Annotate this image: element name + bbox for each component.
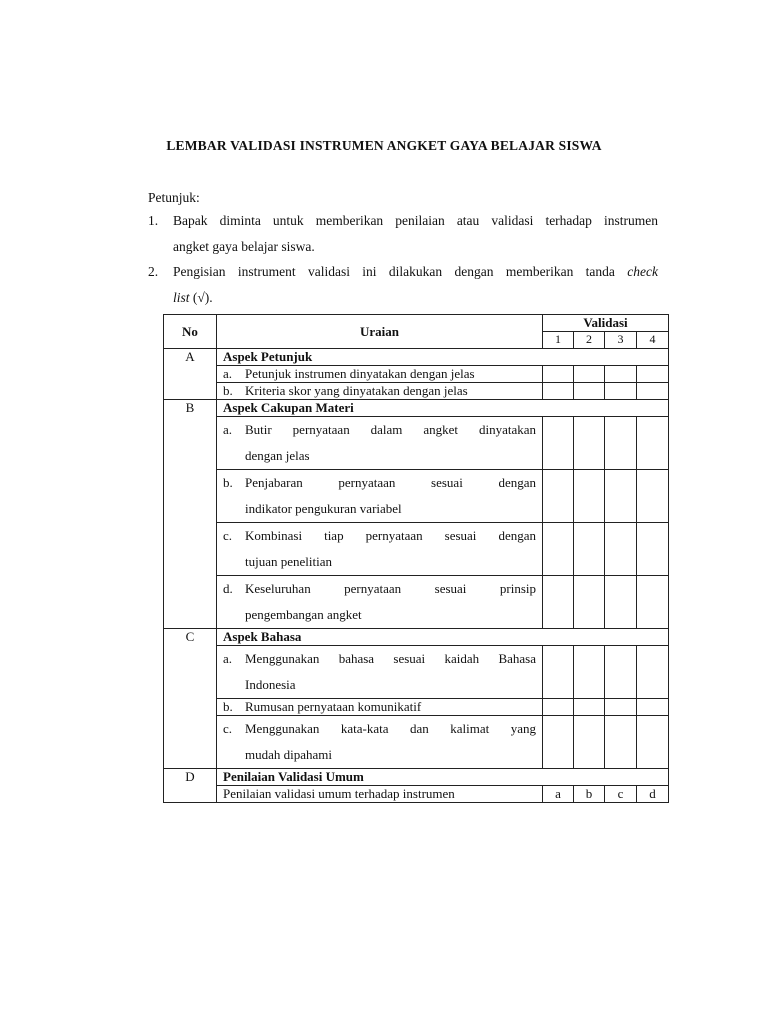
instruction-1 (148, 208, 658, 260)
score-cell[interactable] (637, 417, 669, 470)
section-title: Aspek Cakupan Materi (217, 400, 669, 417)
score-cell[interactable] (543, 716, 574, 769)
header-score-4: 4 (637, 332, 669, 349)
table-row (164, 786, 669, 803)
score-cell[interactable] (543, 576, 574, 629)
score-cell[interactable] (637, 366, 669, 383)
item-letter: a. (223, 422, 233, 437)
item-text-line1: Butir pernyataan dalam angket dinyatakan (245, 422, 536, 437)
item-text: Petunjuk instrumen dinyatakan dengan jelas (245, 366, 475, 381)
score-cell[interactable] (637, 383, 669, 400)
score-cell[interactable] (574, 366, 605, 383)
score-cell[interactable] (637, 699, 669, 716)
option-d-cell[interactable]: d (637, 786, 669, 803)
item-text-line2: pengembangan angket (245, 607, 362, 622)
score-cell[interactable] (637, 646, 669, 699)
item-text-line2: mudah dipahami (245, 747, 333, 762)
instruction-text-line2 (173, 285, 658, 311)
item-text-line2: Indonesia (245, 677, 296, 692)
section-title: Aspek Petunjuk (217, 349, 669, 366)
score-cell[interactable] (605, 699, 637, 716)
score-cell[interactable] (605, 523, 637, 576)
item-letter: a. (223, 366, 233, 381)
header-score-2: 2 (574, 332, 605, 349)
score-cell[interactable] (574, 470, 605, 523)
item-text-line1: Kombinasi tiap pernyataan sesuai dengan (245, 528, 536, 543)
score-cell[interactable] (605, 716, 637, 769)
score-cell[interactable] (543, 417, 574, 470)
item-letter: a. (223, 651, 233, 666)
item-letter: b. (223, 475, 233, 490)
table-row (164, 470, 669, 523)
instruction-text-line2: angket gaya belajar siswa. (173, 239, 315, 254)
option-a-cell[interactable]: a (543, 786, 574, 803)
section-title: Penilaian Validasi Umum (217, 769, 669, 786)
section-title: Aspek Bahasa (217, 629, 669, 646)
instruction-text: (√). (189, 290, 213, 305)
instruction-2 (148, 259, 658, 311)
instruction-italic: check (627, 264, 658, 279)
score-cell[interactable] (574, 523, 605, 576)
table-row (164, 523, 669, 576)
score-cell[interactable] (637, 470, 669, 523)
option-c-cell[interactable]: c (605, 786, 637, 803)
item-letter: b. (223, 699, 233, 714)
score-cell[interactable] (605, 576, 637, 629)
section-no: C (164, 629, 217, 769)
header-validasi: Validasi (543, 315, 669, 332)
table-row (164, 646, 669, 699)
score-cell[interactable] (543, 646, 574, 699)
section-no: A (164, 349, 217, 400)
score-cell[interactable] (605, 366, 637, 383)
petunjuk-label: Petunjuk: (148, 190, 200, 205)
header-score-3: 3 (605, 332, 637, 349)
item-text-line1: Menggunakan kata-kata dan kalimat yang (245, 721, 536, 736)
section-no: B (164, 400, 217, 629)
option-b-cell[interactable]: b (574, 786, 605, 803)
table-row (164, 576, 669, 629)
score-cell[interactable] (605, 470, 637, 523)
item-letter: b. (223, 383, 233, 398)
item-text-line1: Penjabaran pernyataan sesuai dengan (245, 475, 536, 490)
document-title: LEMBAR VALIDASI INSTRUMEN ANGKET GAYA BELAJAR SISWA (166, 138, 602, 153)
table-row (164, 366, 669, 383)
header-score-1: 1 (543, 332, 574, 349)
score-cell[interactable] (574, 417, 605, 470)
score-cell[interactable] (605, 417, 637, 470)
item-letter: c. (223, 528, 233, 543)
instruction-text-line1 (173, 259, 658, 285)
item-text-line1: Keseluruhan pernyataan sesuai prinsip (245, 581, 536, 596)
score-cell[interactable] (543, 699, 574, 716)
score-cell[interactable] (605, 383, 637, 400)
table-row (164, 699, 669, 716)
item-letter: d. (223, 581, 233, 596)
score-cell[interactable] (637, 576, 669, 629)
instruction-italic: list (173, 290, 190, 305)
item-text: Rumusan pernyataan komunikatif (245, 699, 422, 714)
item-text-line1: Menggunakan bahasa sesuai kaidah Bahasa (245, 651, 536, 666)
score-cell[interactable] (637, 523, 669, 576)
score-cell[interactable] (574, 716, 605, 769)
section-no: D (164, 769, 217, 803)
score-cell[interactable] (574, 576, 605, 629)
score-cell[interactable] (543, 366, 574, 383)
score-cell[interactable] (574, 383, 605, 400)
instruction-text-line1: Bapak diminta untuk memberikan penilaian atau validasi terhadap instrumen (173, 213, 658, 228)
item-letter: c. (223, 721, 233, 736)
table-row (164, 716, 669, 769)
instruction-text: Pengisian instrument validasi ini dilakukan dengan memberikan tanda (173, 264, 628, 279)
validation-table (163, 314, 669, 803)
score-cell[interactable] (637, 716, 669, 769)
final-row-text: Penilaian validasi umum terhadap instrumen (217, 786, 543, 803)
score-cell[interactable] (543, 523, 574, 576)
table-row (164, 417, 669, 470)
score-cell[interactable] (574, 646, 605, 699)
table-row (164, 383, 669, 400)
item-text-line2: indikator pengukuran variabel (245, 501, 402, 516)
score-cell[interactable] (574, 699, 605, 716)
score-cell[interactable] (543, 383, 574, 400)
item-text-line2: tujuan penelitian (245, 554, 333, 569)
score-cell[interactable] (543, 470, 574, 523)
header-no: No (164, 315, 217, 349)
score-cell[interactable] (605, 646, 637, 699)
instruction-number: 1. (148, 213, 159, 228)
header-uraian: Uraian (217, 315, 543, 349)
item-text: Kriteria skor yang dinyatakan dengan jelas (245, 383, 468, 398)
instruction-number: 2. (148, 264, 159, 279)
item-text-line2: dengan jelas (245, 448, 310, 463)
